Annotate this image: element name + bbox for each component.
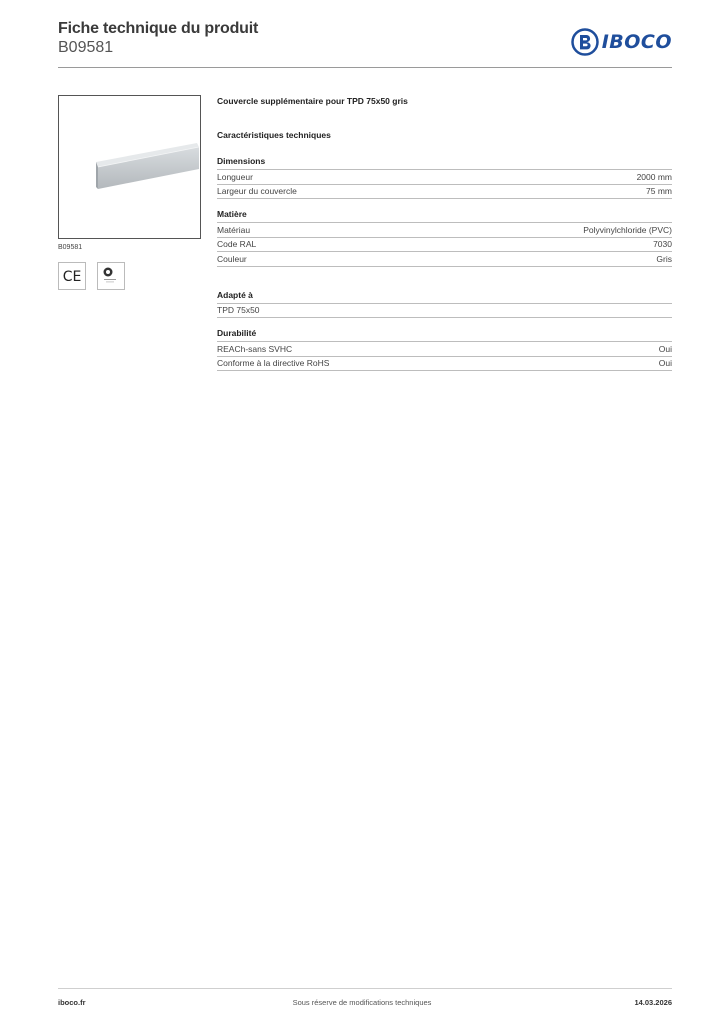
spec-value: Gris xyxy=(656,253,672,264)
spec-label: Largeur du couvercle xyxy=(217,186,297,197)
logo-wordmark: IBOCO xyxy=(601,31,672,53)
product-name: Couvercle supplémentaire pour TPD 75x50 gris xyxy=(217,96,408,106)
spec-row xyxy=(217,252,672,267)
spec-section-durability xyxy=(217,328,672,371)
spec-label: Code RAL xyxy=(217,239,257,250)
spec-label: TPD 75x50 xyxy=(217,305,260,316)
spec-value: 75 mm xyxy=(646,186,672,197)
specs-heading: Caractéristiques techniques xyxy=(217,130,331,140)
spec-row xyxy=(217,342,672,357)
spec-table xyxy=(217,169,672,199)
page-title: Fiche technique du produit xyxy=(58,20,259,37)
product-image xyxy=(58,95,201,239)
section-title: Dimensions xyxy=(217,156,266,166)
footer-disclaimer: Sous réserve de modifications techniques xyxy=(292,998,432,1007)
brand-logo xyxy=(571,28,672,56)
spec-row xyxy=(217,357,672,372)
spec-table xyxy=(217,222,672,267)
spec-label: REACh-sans SVHC xyxy=(217,343,293,354)
spec-label: Couleur xyxy=(217,253,247,264)
reach-compliance-icon xyxy=(98,263,124,289)
spec-value: Oui xyxy=(658,343,672,354)
spec-label: Conforme à la directive RoHS xyxy=(217,358,330,369)
spec-value: 7030 xyxy=(653,239,672,250)
spec-value: Polyvinylchloride (PVC) xyxy=(583,224,672,235)
spec-section-dimensions xyxy=(217,156,672,199)
iboco-logo-icon xyxy=(571,28,599,56)
spec-row xyxy=(217,223,672,238)
product-code: B09581 xyxy=(58,39,114,56)
spec-label: Matériau xyxy=(217,224,251,235)
spec-value: Oui xyxy=(658,358,672,369)
certification-badge-reach xyxy=(97,262,125,290)
spec-label: Longueur xyxy=(217,171,253,182)
header-divider xyxy=(58,67,672,68)
section-title: Durabilité xyxy=(217,328,257,338)
spec-table xyxy=(217,303,672,319)
image-caption: B09581 xyxy=(58,244,83,251)
spec-row xyxy=(217,238,672,253)
spec-row xyxy=(217,170,672,185)
svg-text:CE: CE xyxy=(62,269,82,285)
spec-table xyxy=(217,341,672,371)
section-title: Adapté à xyxy=(217,289,253,300)
spec-content xyxy=(217,96,672,371)
cable-duct-cover-illustration xyxy=(59,96,200,238)
document-header xyxy=(58,20,672,68)
footer-divider xyxy=(58,988,672,989)
spec-section-compatible xyxy=(217,290,672,319)
ce-mark-icon xyxy=(59,263,85,289)
footer-website: iboco.fr xyxy=(58,998,86,1007)
spec-row xyxy=(217,304,672,319)
spec-value: 2000 mm xyxy=(636,171,672,182)
section-title: Matière xyxy=(217,209,247,219)
spec-section-material xyxy=(217,209,672,267)
footer-date: 14.03.2026 xyxy=(634,998,672,1007)
spec-row xyxy=(217,185,672,200)
certification-badge-ce xyxy=(58,262,86,290)
